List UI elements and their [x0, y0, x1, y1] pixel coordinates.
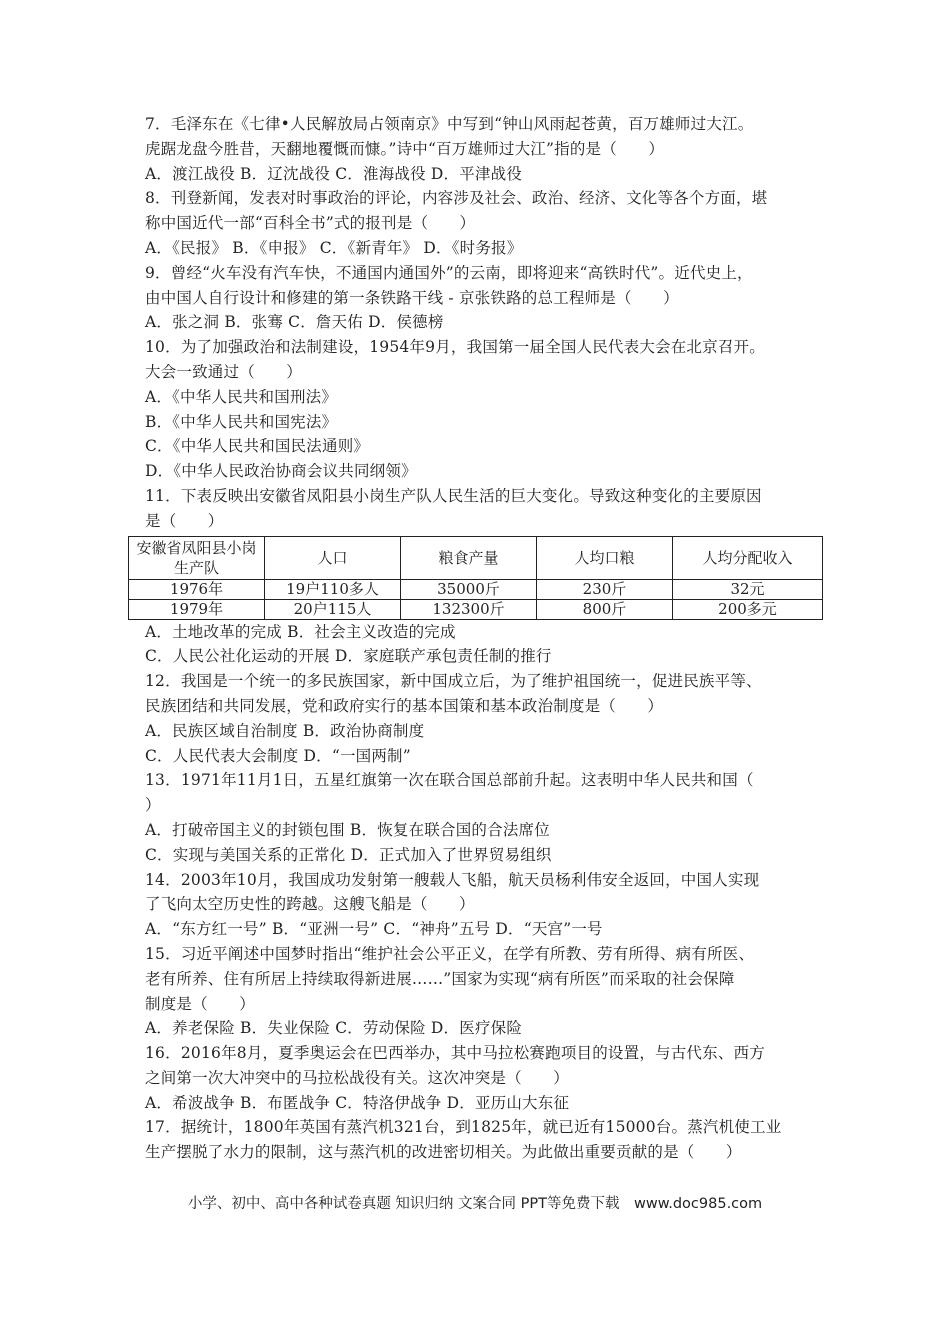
exam-page	[136, 112, 825, 1165]
text-line: 7．毛泽东在《七律•人民解放局占领南京》中写到“钟山风雨起苍黄，百万雄师过大江。	[145, 115, 754, 133]
text-line: ）	[145, 796, 161, 815]
text-line: A．张之洞 B．张骞 C．詹天佑 D．侯德榜	[145, 313, 444, 332]
table-cell: 800斤	[537, 599, 673, 619]
page-footer: 小学、初中、高中各种试卷真题 知识归纳 文案合同 PPT等免费下载 www.doc985.com	[187, 1196, 763, 1212]
table-header-cell: 人均口粮	[537, 536, 673, 579]
table-row	[129, 599, 823, 619]
text-line: 大会一致通过（ ）	[145, 362, 303, 381]
text-line: 了飞向太空历史性的跨越。这艘飞船是（ ）	[145, 895, 475, 914]
text-line: 由中国人自行设计和修建的第一条铁路干线 - 京张铁路的总工程师是（ ）	[145, 288, 679, 307]
text-line: 生产摆脱了水力的限制，这与蒸汽机的改进密切相关。为此做出重要贡献的是（ ）	[145, 1143, 742, 1162]
table-header-cell: 人均分配收入	[673, 536, 823, 579]
table-cell: 200多元	[673, 599, 823, 619]
text-line: 是（ ）	[145, 511, 224, 530]
text-line: B．《中华人民共和国宪法》	[145, 412, 338, 431]
questions-7-to-11	[145, 112, 825, 534]
text-line: 17．据统计，1800年英国有蒸汽机321台，到1825年，就已近有15000台。蒸汽机使工业	[145, 1118, 782, 1137]
table-header-cell: 粮食产量	[401, 536, 537, 579]
text-line: 之间第一次大冲突中的马拉松战役有关。这次冲突是（ ）	[145, 1068, 569, 1087]
table-cell: 19户110多人	[265, 579, 401, 599]
text-line: 12．我国是一个统一的多民族国家，新中国成立后，为了维护祖国统一，促进民族平等、	[145, 672, 762, 691]
text-line: A．《中华人民共和国刑法》	[145, 387, 338, 406]
text-line: 15．习近平阐述中国梦时指出“维护社会公平正义，在学有所教、劳有所得、病有所医、	[145, 944, 755, 963]
text-line: A．打破帝国主义的封锁包围 B．恢复在联合国的合法席位	[145, 820, 550, 839]
text-line: 14．2003年10月，我国成功发射第一艘载人飞船，航天员杨利伟安全返回，中国人实现	[145, 870, 760, 889]
text-line: 16．2016年8月，夏季奥运会在巴西举办，其中马拉松赛跑项目的设置，与古代东、西方	[145, 1044, 765, 1063]
table-cell: 35000斤	[401, 579, 537, 599]
text-line: D．《中华人民政治协商会议共同纲领》	[145, 462, 417, 481]
text-line: 8．刊登新闻，发表对时事政治的评论，内容涉及社会、政治、经济、文化等各个方面，堪	[145, 189, 768, 208]
text-line: 老有所养、住有所居上持续取得新进展……”国家为实现“病有所医”而采取的社会保障	[145, 969, 735, 988]
text-line: A．“东方红一号” B．“亚洲一号” C．“神舟”五号 D．“天宫”一号	[145, 920, 603, 939]
table-cell: 32元	[673, 579, 823, 599]
text-line: 虎踞龙盘今胜昔，天翻地覆慨而慷。”诗中“百万雄师过大江”指的是（ ）	[145, 139, 665, 158]
table-cell: 230斤	[537, 579, 673, 599]
text-line: C．实现与美国关系的正常化 D．正式加入了世界贸易组织	[145, 845, 552, 864]
text-line: 13．1971年11月1日，五星红旗第一次在联合国总部前升起。这表明中华人民共和国（	[145, 771, 754, 790]
text-line: C．《中华人民共和国民法通则》	[145, 437, 370, 456]
text-line: 11．下表反映出安徽省凤阳县小岗生产队人民生活的巨大变化。导致这种变化的主要原因	[145, 486, 762, 505]
table-header-cell: 人口	[265, 536, 401, 579]
table-cell: 20户115人	[265, 599, 401, 619]
text-line: A．土地改革的完成 B．社会主义改造的完成	[145, 622, 456, 641]
text-line: A．民族区域自治制度 B．政治协商制度	[145, 721, 425, 740]
text-line: A．《民报》 B．《申报》 C．《新青年》 D．《时务报》	[145, 238, 523, 257]
text-line: A．希波战争 B．布匿战争 C．特洛伊战争 D．亚历山大东征	[145, 1093, 570, 1112]
table-header-row	[129, 536, 823, 579]
questions-11-to-17	[145, 620, 825, 1166]
text-line: C．人民代表大会制度 D．“一国两制”	[145, 746, 411, 765]
text-line: C．人民公社化运动的开展 D．家庭联产承包责任制的推行	[145, 647, 552, 666]
xiaogang-table	[128, 536, 823, 620]
text-line: 民族团结和共同发展，党和政府实行的基本国策和基本政治制度是（ ）	[145, 696, 664, 715]
table-cell: 132300斤	[401, 599, 537, 619]
text-line: 称中国近代一部“百科全书”式的报刊是（ ）	[145, 214, 476, 233]
text-line: 制度是（ ）	[145, 994, 255, 1013]
text-line: A．养老保险 B．失业保险 C．劳动保险 D．医疗保险	[145, 1019, 523, 1038]
table-header-cell: 安徽省凤阳县小岗生产队	[129, 536, 265, 579]
table-row	[129, 579, 823, 599]
text-line: 9．曾经“火车没有汽车快，不通国内通国外”的云南，即将迎来“高铁时代”。近代史上，	[145, 263, 753, 282]
table-cell: 1976年	[129, 579, 265, 599]
table-cell: 1979年	[129, 599, 265, 619]
text-line: A．渡江战役 B．辽沈战役 C．淮海战役 D．平津战役	[145, 164, 523, 183]
text-line: 10．为了加强政治和法制建设，1954年9月，我国第一届全国人民代表大会在北京召开。	[145, 338, 765, 357]
